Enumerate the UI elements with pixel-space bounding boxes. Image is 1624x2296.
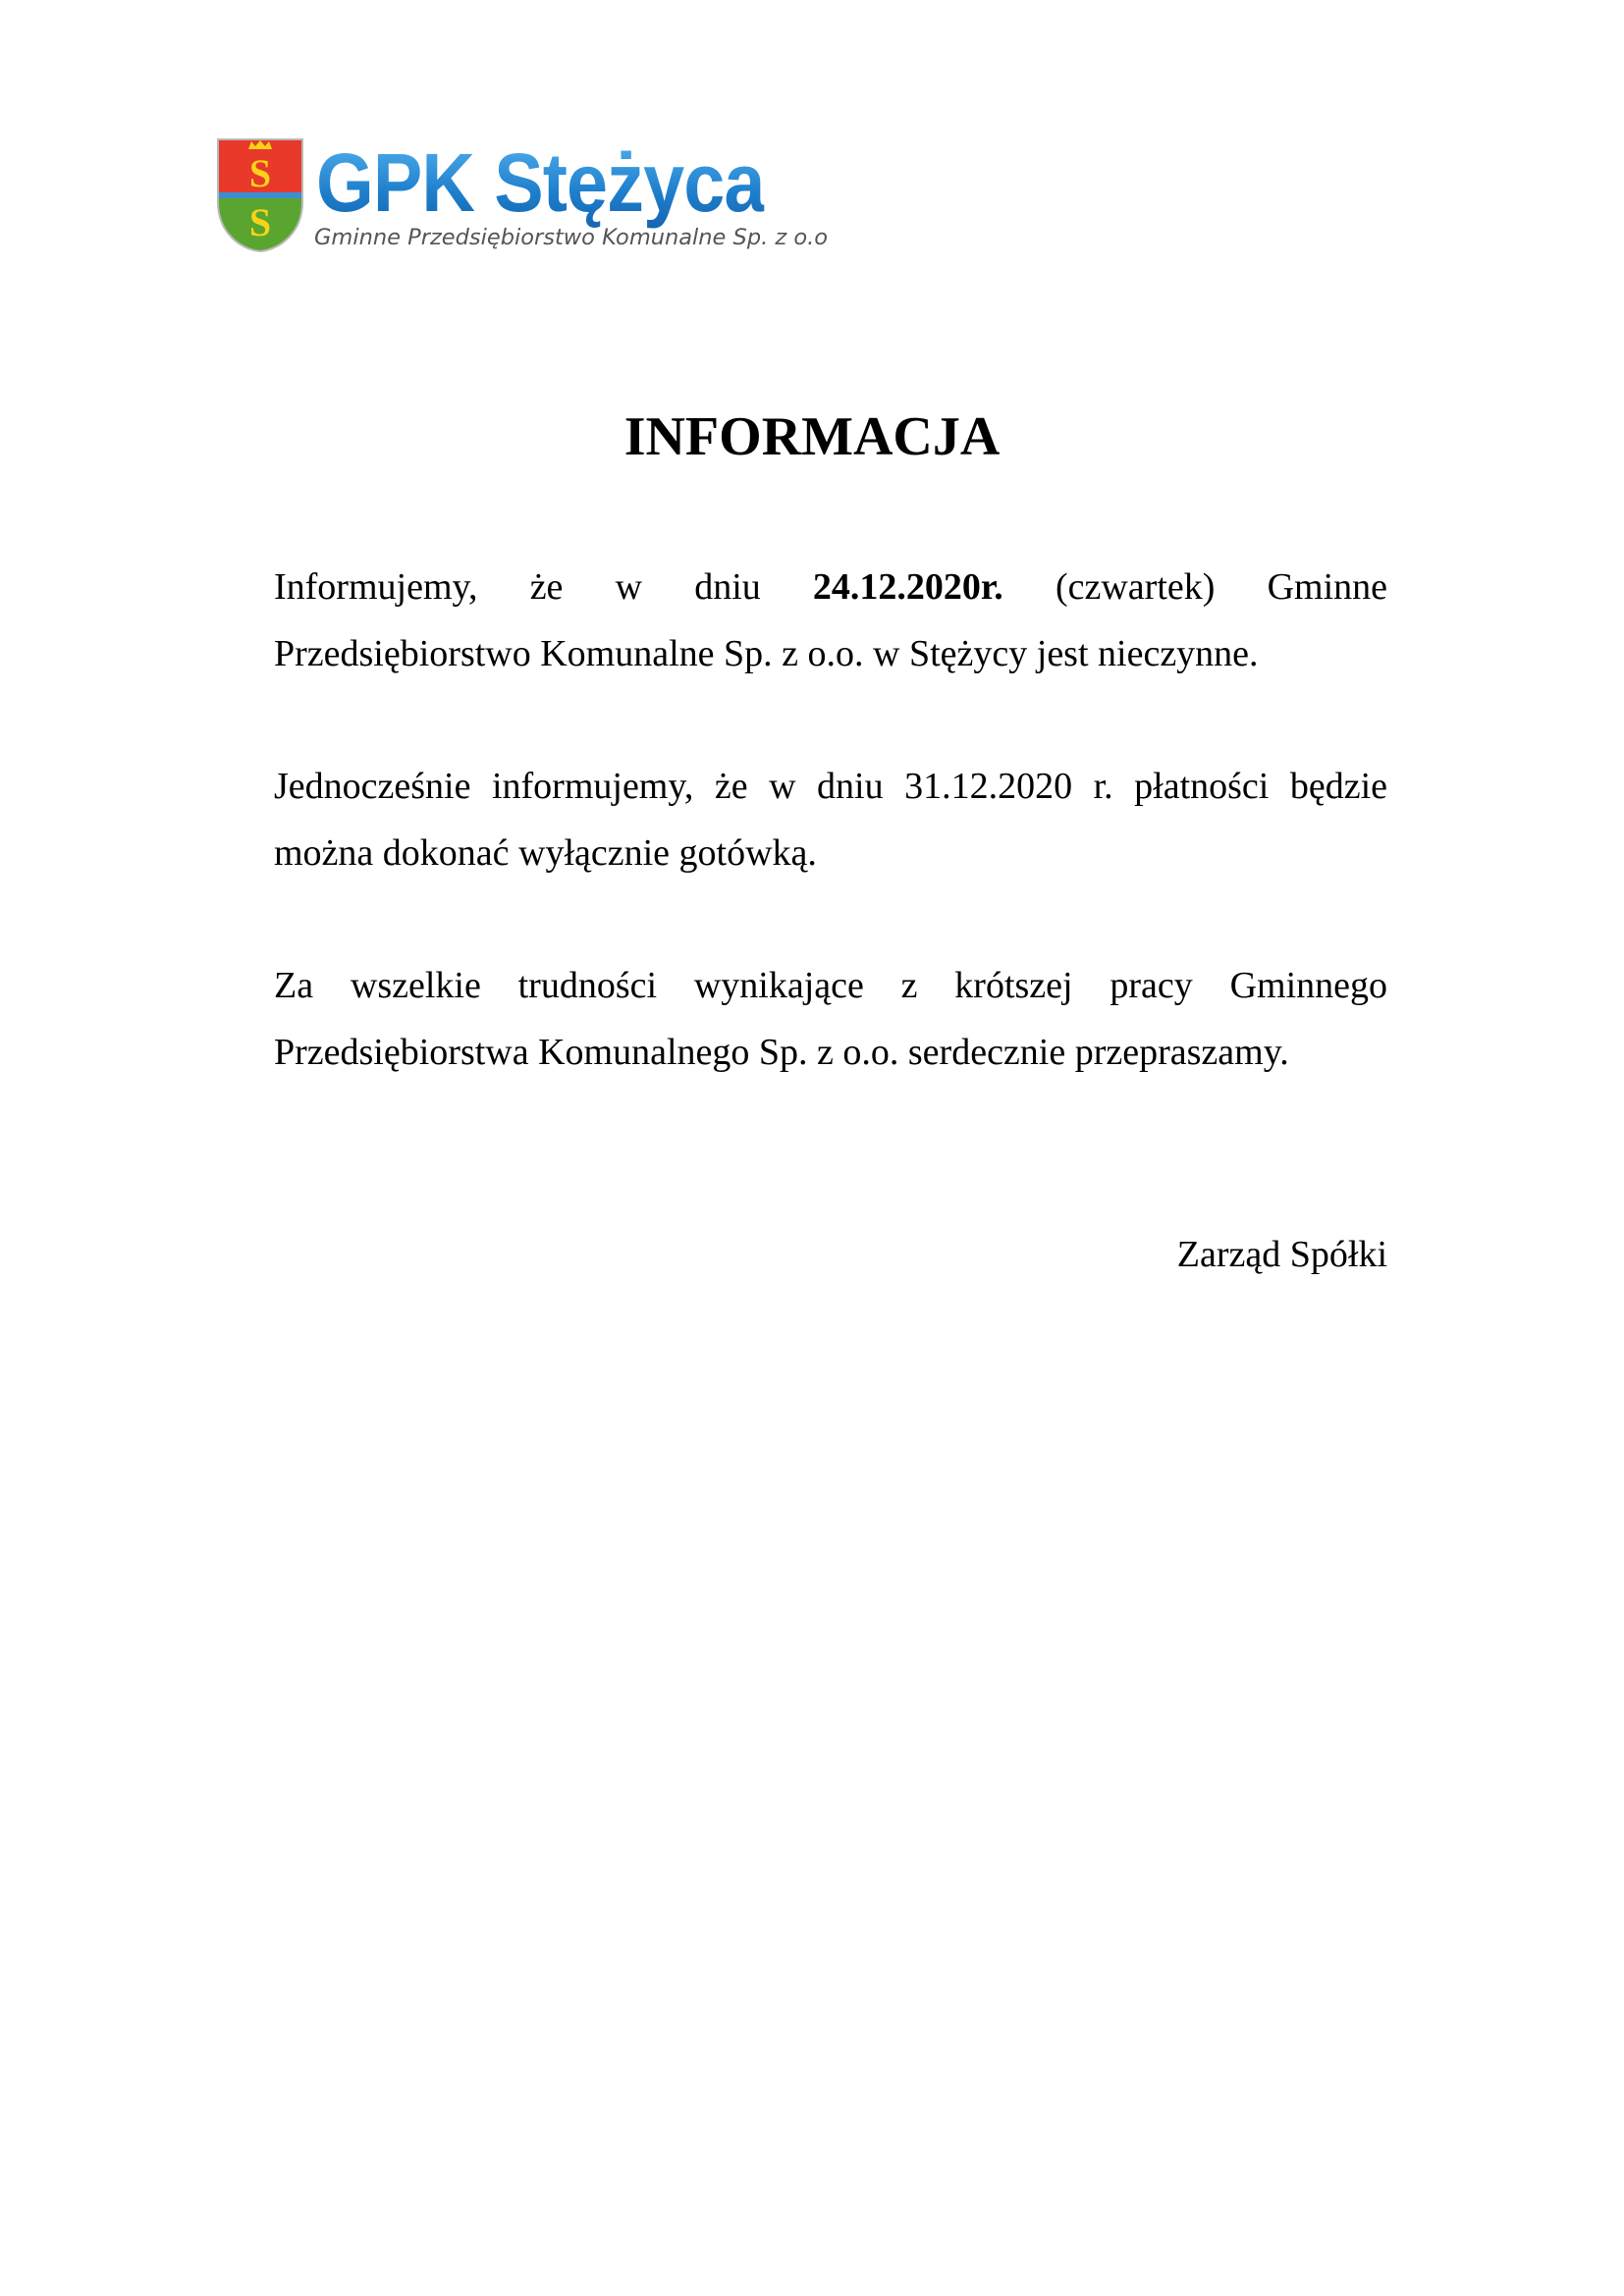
paragraph-closure-rest: (czwartek) Gminne Przedsiębiorstwo Komunalne Sp. z o.o. w Stężycy jest nieczynne. <box>274 566 1387 674</box>
paragraph-apology: Za wszelkie trudności wynikające z krótszej pracy Gminnego Przedsiębiorstwa Komunalnego Sp. z o.o. serdecznie przepraszamy. <box>274 965 1387 1073</box>
document-body <box>274 554 1387 1151</box>
paragraph-closure <box>274 554 1387 687</box>
paragraph-closure-intro: Informujemy, że w dniu <box>274 566 813 608</box>
coat-of-arms-icon <box>216 137 304 253</box>
brand-name: GPK Stężyca <box>316 136 765 229</box>
company-logo <box>216 137 864 255</box>
closure-date: 24.12.2020r. <box>812 566 1003 608</box>
signature: Zarząd Spółki <box>1176 1234 1387 1275</box>
paragraph-payment: Jednocześnie informujemy, że w dniu 31.12.2020 r. płatności będzie można dokonać wyłącznie gotówką. <box>274 766 1387 874</box>
shield-letter-top: S <box>248 151 272 195</box>
shield-letter-bottom: S <box>248 200 272 244</box>
document-title: INFORMACJA <box>623 406 1001 467</box>
brand-tagline: Gminne Przedsiębiorstwo Komunalne Sp. z o.o <box>314 225 829 250</box>
